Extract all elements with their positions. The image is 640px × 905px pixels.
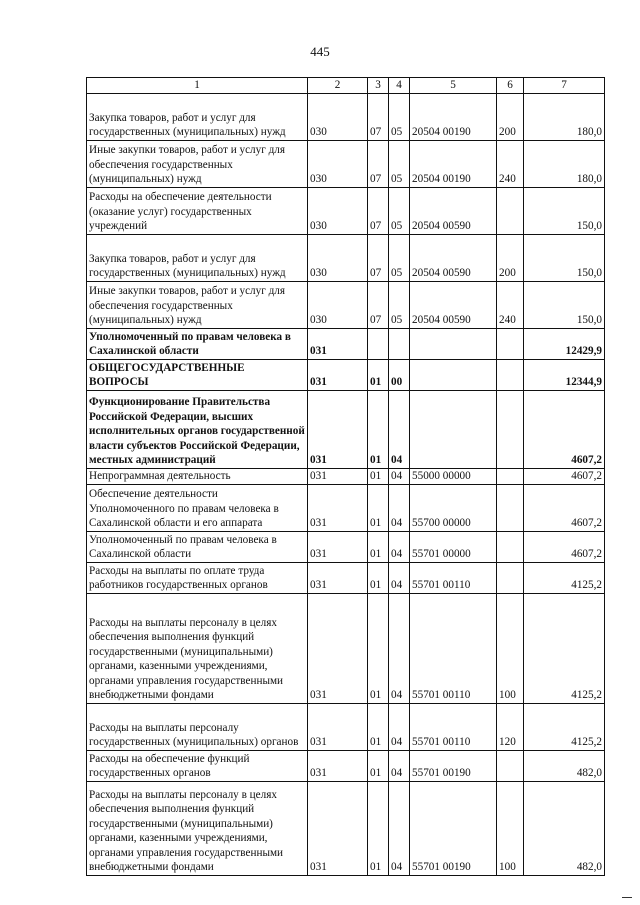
table-row bbox=[87, 328, 605, 359]
code-expense: 240 bbox=[497, 281, 524, 328]
code-expense bbox=[497, 750, 524, 781]
code-target: 20504 00590 bbox=[410, 234, 497, 281]
amount: 150,0 bbox=[524, 187, 605, 234]
table-row bbox=[87, 234, 605, 281]
amount: 180,0 bbox=[524, 140, 605, 187]
budget-table bbox=[86, 77, 605, 876]
amount: 12344,9 bbox=[524, 359, 605, 390]
amount: 4607,2 bbox=[524, 531, 605, 562]
table-row bbox=[87, 484, 605, 531]
code-expense: 120 bbox=[497, 703, 524, 750]
code-subsection bbox=[389, 328, 410, 359]
code-subsection: 04 bbox=[389, 468, 410, 484]
code-section: 01 bbox=[368, 484, 389, 531]
table-row bbox=[87, 93, 605, 140]
code-section: 07 bbox=[368, 281, 389, 328]
row-name: ОБЩЕГОСУДАРСТВЕННЫЕ ВОПРОСЫ bbox=[87, 359, 308, 390]
amount: 4607,2 bbox=[524, 390, 605, 468]
code-target bbox=[410, 359, 497, 390]
code-admin: 030 bbox=[308, 234, 368, 281]
code-target: 20504 00590 bbox=[410, 187, 497, 234]
code-expense bbox=[497, 187, 524, 234]
code-admin: 031 bbox=[308, 328, 368, 359]
code-expense: 240 bbox=[497, 140, 524, 187]
header-cell: 5 bbox=[410, 78, 497, 94]
row-name: Расходы на выплаты персоналу государственных (муниципальных) органов bbox=[87, 703, 308, 750]
code-target: 55701 00110 bbox=[410, 562, 497, 593]
row-name: Расходы на выплаты по оплате труда работников государственных органов bbox=[87, 562, 308, 593]
code-admin: 031 bbox=[308, 359, 368, 390]
code-admin: 031 bbox=[308, 562, 368, 593]
code-expense bbox=[497, 390, 524, 468]
code-subsection: 04 bbox=[389, 390, 410, 468]
code-subsection: 05 bbox=[389, 234, 410, 281]
table-row bbox=[87, 281, 605, 328]
code-section bbox=[368, 328, 389, 359]
row-name: Непрограммная деятельность bbox=[87, 468, 308, 484]
code-target: 20504 00190 bbox=[410, 93, 497, 140]
code-subsection: 04 bbox=[389, 750, 410, 781]
row-name: Функционирование Правительства Российской Федерации, высших исполнительных органов государственной власти субъектов Российской Федерации, местных администраций bbox=[87, 390, 308, 468]
code-section: 01 bbox=[368, 703, 389, 750]
table-row bbox=[87, 140, 605, 187]
code-target: 55701 00000 bbox=[410, 531, 497, 562]
row-name: Закупка товаров, работ и услуг для государственных (муниципальных) нужд bbox=[87, 234, 308, 281]
row-name: Уполномоченный по правам человека в Сахалинской области bbox=[87, 531, 308, 562]
code-subsection: 05 bbox=[389, 140, 410, 187]
row-name: Расходы на обеспечение функций государственных органов bbox=[87, 750, 308, 781]
row-name: Иные закупки товаров, работ и услуг для обеспечения государственных (муниципальных) нужд bbox=[87, 281, 308, 328]
amount: 12429,9 bbox=[524, 328, 605, 359]
code-admin: 031 bbox=[308, 750, 368, 781]
row-name: Расходы на выплаты персоналу в целях обеспечения выполнения функций государственными (муниципальными) органами, казенными учреждениями, органами управления государственными внебюджетными фондами bbox=[87, 593, 308, 703]
row-name: Уполномоченный по правам человека в Сахалинской области bbox=[87, 328, 308, 359]
table-row bbox=[87, 359, 605, 390]
header-cell: 1 bbox=[87, 78, 308, 94]
code-expense: 100 bbox=[497, 593, 524, 703]
code-subsection: 04 bbox=[389, 484, 410, 531]
table-row bbox=[87, 468, 605, 484]
code-subsection: 05 bbox=[389, 281, 410, 328]
code-subsection: 05 bbox=[389, 187, 410, 234]
table-row bbox=[87, 531, 605, 562]
code-subsection: 04 bbox=[389, 781, 410, 875]
table-row bbox=[87, 390, 605, 468]
code-section: 07 bbox=[368, 140, 389, 187]
code-target bbox=[410, 328, 497, 359]
code-expense bbox=[497, 359, 524, 390]
code-section: 07 bbox=[368, 234, 389, 281]
table-row bbox=[87, 187, 605, 234]
row-name: Обеспечение деятельности Уполномоченного по правам человека в Сахалинской области и его аппарата bbox=[87, 484, 308, 531]
code-expense bbox=[497, 328, 524, 359]
header-cell: 3 bbox=[368, 78, 389, 94]
code-target: 55701 00190 bbox=[410, 750, 497, 781]
amount: 4125,2 bbox=[524, 703, 605, 750]
amount: 180,0 bbox=[524, 93, 605, 140]
code-admin: 031 bbox=[308, 703, 368, 750]
amount: 4125,2 bbox=[524, 593, 605, 703]
code-expense bbox=[497, 562, 524, 593]
code-admin: 031 bbox=[308, 593, 368, 703]
code-expense: 200 bbox=[497, 234, 524, 281]
code-admin: 031 bbox=[308, 484, 368, 531]
amount: 150,0 bbox=[524, 234, 605, 281]
code-subsection: 04 bbox=[389, 531, 410, 562]
code-target: 55701 00190 bbox=[410, 781, 497, 875]
code-target: 20504 00590 bbox=[410, 281, 497, 328]
code-admin: 030 bbox=[308, 187, 368, 234]
code-section: 01 bbox=[368, 750, 389, 781]
code-target: 55700 00000 bbox=[410, 484, 497, 531]
code-admin: 030 bbox=[308, 281, 368, 328]
code-target: 55000 00000 bbox=[410, 468, 497, 484]
header-cell: 4 bbox=[389, 78, 410, 94]
header-row bbox=[87, 78, 605, 94]
header-cell: 7 bbox=[524, 78, 605, 94]
code-section: 01 bbox=[368, 531, 389, 562]
code-target: 55701 00110 bbox=[410, 703, 497, 750]
code-section: 01 bbox=[368, 562, 389, 593]
code-admin: 031 bbox=[308, 781, 368, 875]
row-name: Расходы на выплаты персоналу в целях обеспечения выполнения функций государственными (муниципальными) органами, казенными учреждениями, органами управления государственными внебюджетными фондами bbox=[87, 781, 308, 875]
amount: 482,0 bbox=[524, 750, 605, 781]
code-section: 01 bbox=[368, 390, 389, 468]
code-target: 20504 00190 bbox=[410, 140, 497, 187]
code-expense: 200 bbox=[497, 93, 524, 140]
code-subsection: 04 bbox=[389, 562, 410, 593]
table-row bbox=[87, 593, 605, 703]
code-expense: 100 bbox=[497, 781, 524, 875]
table-row bbox=[87, 750, 605, 781]
amount: 4125,2 bbox=[524, 562, 605, 593]
code-section: 01 bbox=[368, 593, 389, 703]
code-subsection: 04 bbox=[389, 593, 410, 703]
row-name: Закупка товаров, работ и услуг для государственных (муниципальных) нужд bbox=[87, 93, 308, 140]
code-section: 01 bbox=[368, 359, 389, 390]
code-section: 01 bbox=[368, 781, 389, 875]
code-subsection: 04 bbox=[389, 703, 410, 750]
table-row bbox=[87, 562, 605, 593]
code-section: 01 bbox=[368, 468, 389, 484]
header-cell: 2 bbox=[308, 78, 368, 94]
header-cell: 6 bbox=[497, 78, 524, 94]
row-name: Расходы на обеспечение деятельности (оказание услуг) государственных учреждений bbox=[87, 187, 308, 234]
code-admin: 030 bbox=[308, 93, 368, 140]
amount: 4607,2 bbox=[524, 484, 605, 531]
code-expense bbox=[497, 484, 524, 531]
code-section: 07 bbox=[368, 187, 389, 234]
amount: 150,0 bbox=[524, 281, 605, 328]
code-subsection: 00 bbox=[389, 359, 410, 390]
code-target bbox=[410, 390, 497, 468]
code-expense bbox=[497, 468, 524, 484]
code-target: 55701 00110 bbox=[410, 593, 497, 703]
edge-mark bbox=[622, 897, 632, 898]
code-admin: 031 bbox=[308, 468, 368, 484]
amount: 4607,2 bbox=[524, 468, 605, 484]
row-name: Иные закупки товаров, работ и услуг для обеспечения государственных (муниципальных) нужд bbox=[87, 140, 308, 187]
code-admin: 030 bbox=[308, 140, 368, 187]
code-subsection: 05 bbox=[389, 93, 410, 140]
table-row bbox=[87, 781, 605, 875]
table-row bbox=[87, 703, 605, 750]
code-admin: 031 bbox=[308, 390, 368, 468]
code-admin: 031 bbox=[308, 531, 368, 562]
page-number: 445 bbox=[310, 44, 330, 59]
amount: 482,0 bbox=[524, 781, 605, 875]
code-section: 07 bbox=[368, 93, 389, 140]
code-expense bbox=[497, 531, 524, 562]
